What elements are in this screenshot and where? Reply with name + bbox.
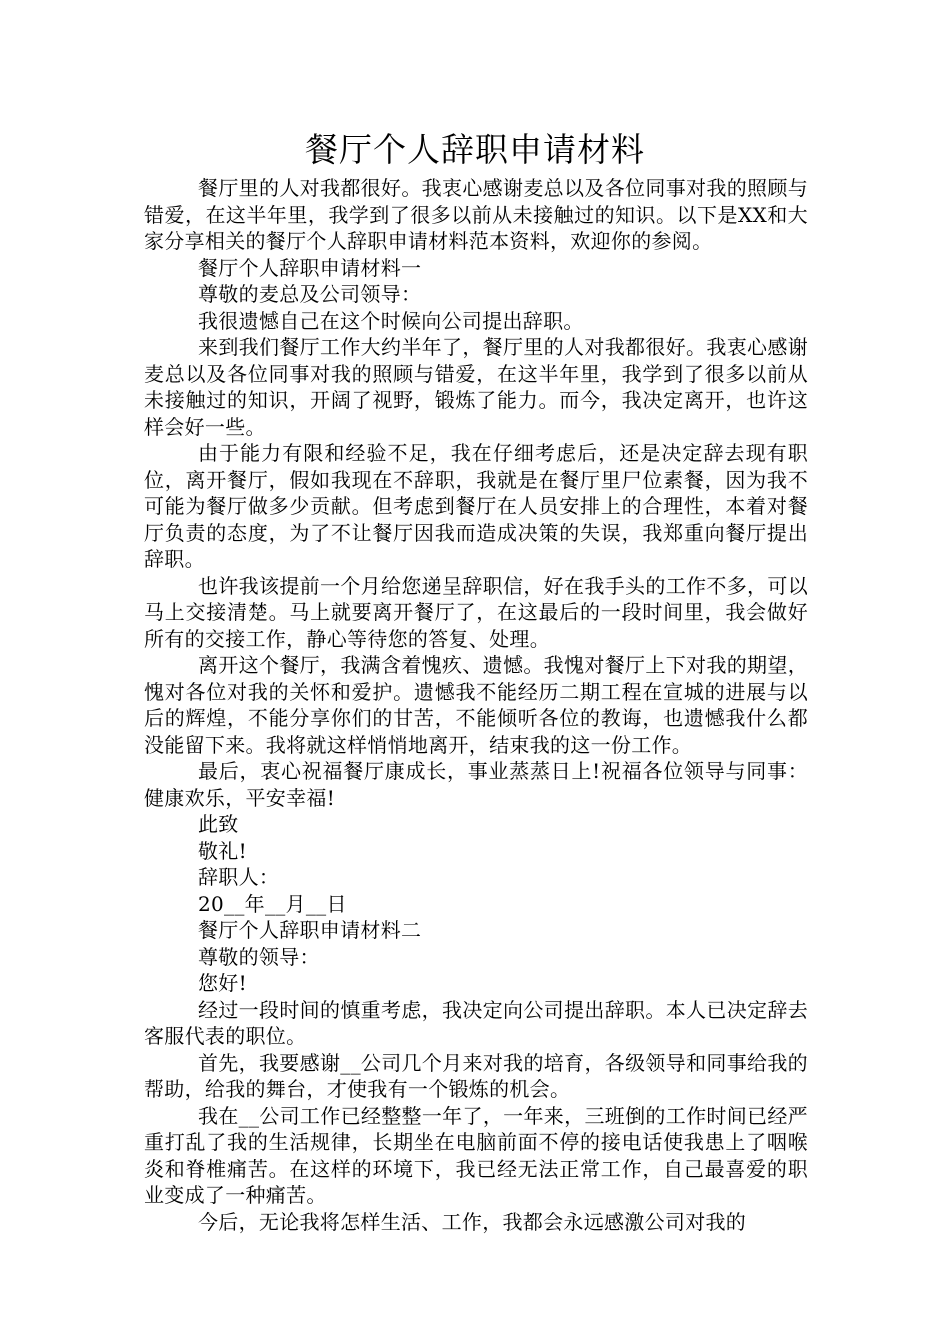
document-title: 餐厅个人辞职申请材料 — [305, 130, 645, 169]
paragraph: 最后，衷心祝福餐厅康成长，事业蒸蒸日上!祝福各位领导与同事：健康欢乐，平安幸福! — [144, 759, 808, 810]
salutation-1: 尊敬的麦总及公司领导： — [198, 282, 422, 306]
paragraph: 今后，无论我将怎样生活、工作，我都会永远感激公司对我的 — [198, 1209, 747, 1234]
paragraph: 经过一段时间的慎重考虑，我决定向公司提出辞职。本人已决定辞去客服代表的职位。 — [144, 997, 808, 1048]
signature-line: 辞职人： — [198, 865, 280, 889]
paragraph: 我在__公司工作已经整整一年了，一年来，三班倒的工作时间已经严重打乱了我的生活规律，长期坐在电脑前面不停的接电话使我患上了咽喉炎和脊椎痛苦。在这样的环境下，我已经无法正常工作，自己最喜爱的职业变成了一种痛苦。 — [144, 1103, 808, 1207]
intro-paragraph: 餐厅里的人对我都很好。我衷心感谢麦总以及各位同事对我的照顾与错爱，在这半年里，我学到了很多以前从未接触过的知识。以下是XX和大家分享相关的餐厅个人辞职申请材料范本资料，欢迎你的参阅。 — [144, 176, 808, 253]
greeting-line: 您好! — [198, 971, 247, 995]
paragraph: 由于能力有限和经验不足，我在仔细考虑后，还是决定辞去现有职位，离开餐厅，假如我现在不辞职，我就是在餐厅里尸位素餐，因为我不可能为餐厅做多少贡献。但考虑到餐厅在人员安排上的合理性，本着对餐厅负责的态度，为了不让餐厅因我而造成决策的失误，我郑重向餐厅提出辞职。 — [144, 441, 808, 571]
paragraph: 离开这个餐厅，我满含着愧疚、遗憾。我愧对餐厅上下对我的期望，愧对各位对我的关怀和爱护。遗憾我不能经历二期工程在宣城的进展与以后的辉煌，不能分享你们的甘苦，不能倾听各位的教诲，也遗憾我什么都没能留下来。我将就这样悄悄地离开，结束我的这一份工作。 — [144, 653, 808, 757]
paragraph: 我很遗憾自己在这个时候向公司提出辞职。 — [198, 308, 584, 333]
section-heading-1: 餐厅个人辞职申请材料一 — [198, 255, 422, 280]
document-body — [144, 175, 808, 1235]
date-line: 20__年__月__日 — [198, 891, 347, 916]
closing-line: 敬礼! — [198, 838, 247, 863]
salutation-2: 尊敬的领导： — [198, 944, 320, 969]
paragraph: 也许我该提前一个月给您递呈辞职信，好在我手头的工作不多，可以马上交接清楚。马上就要离开餐厅了，在这最后的一段时间里，我会做好所有的交接工作，静心等待您的答复、处理。 — [144, 573, 808, 651]
paragraph: 来到我们餐厅工作大约半年了，餐厅里的人对我都很好。我衷心感谢麦总以及各位同事对我的照顾与错爱，在这半年里，我学到了很多以前从未接触过的知识，开阔了视野，锻炼了能力。而今，我决定离开，也许这样会好一些。 — [144, 335, 808, 439]
closing-line: 此致 — [198, 812, 239, 836]
section-heading-2: 餐厅个人辞职申请材料二 — [198, 918, 422, 942]
paragraph: 首先，我要感谢__公司几个月来对我的培育，各级领导和同事给我的帮助，给我的舞台，才使我有一个锻炼的机会。 — [144, 1050, 808, 1101]
